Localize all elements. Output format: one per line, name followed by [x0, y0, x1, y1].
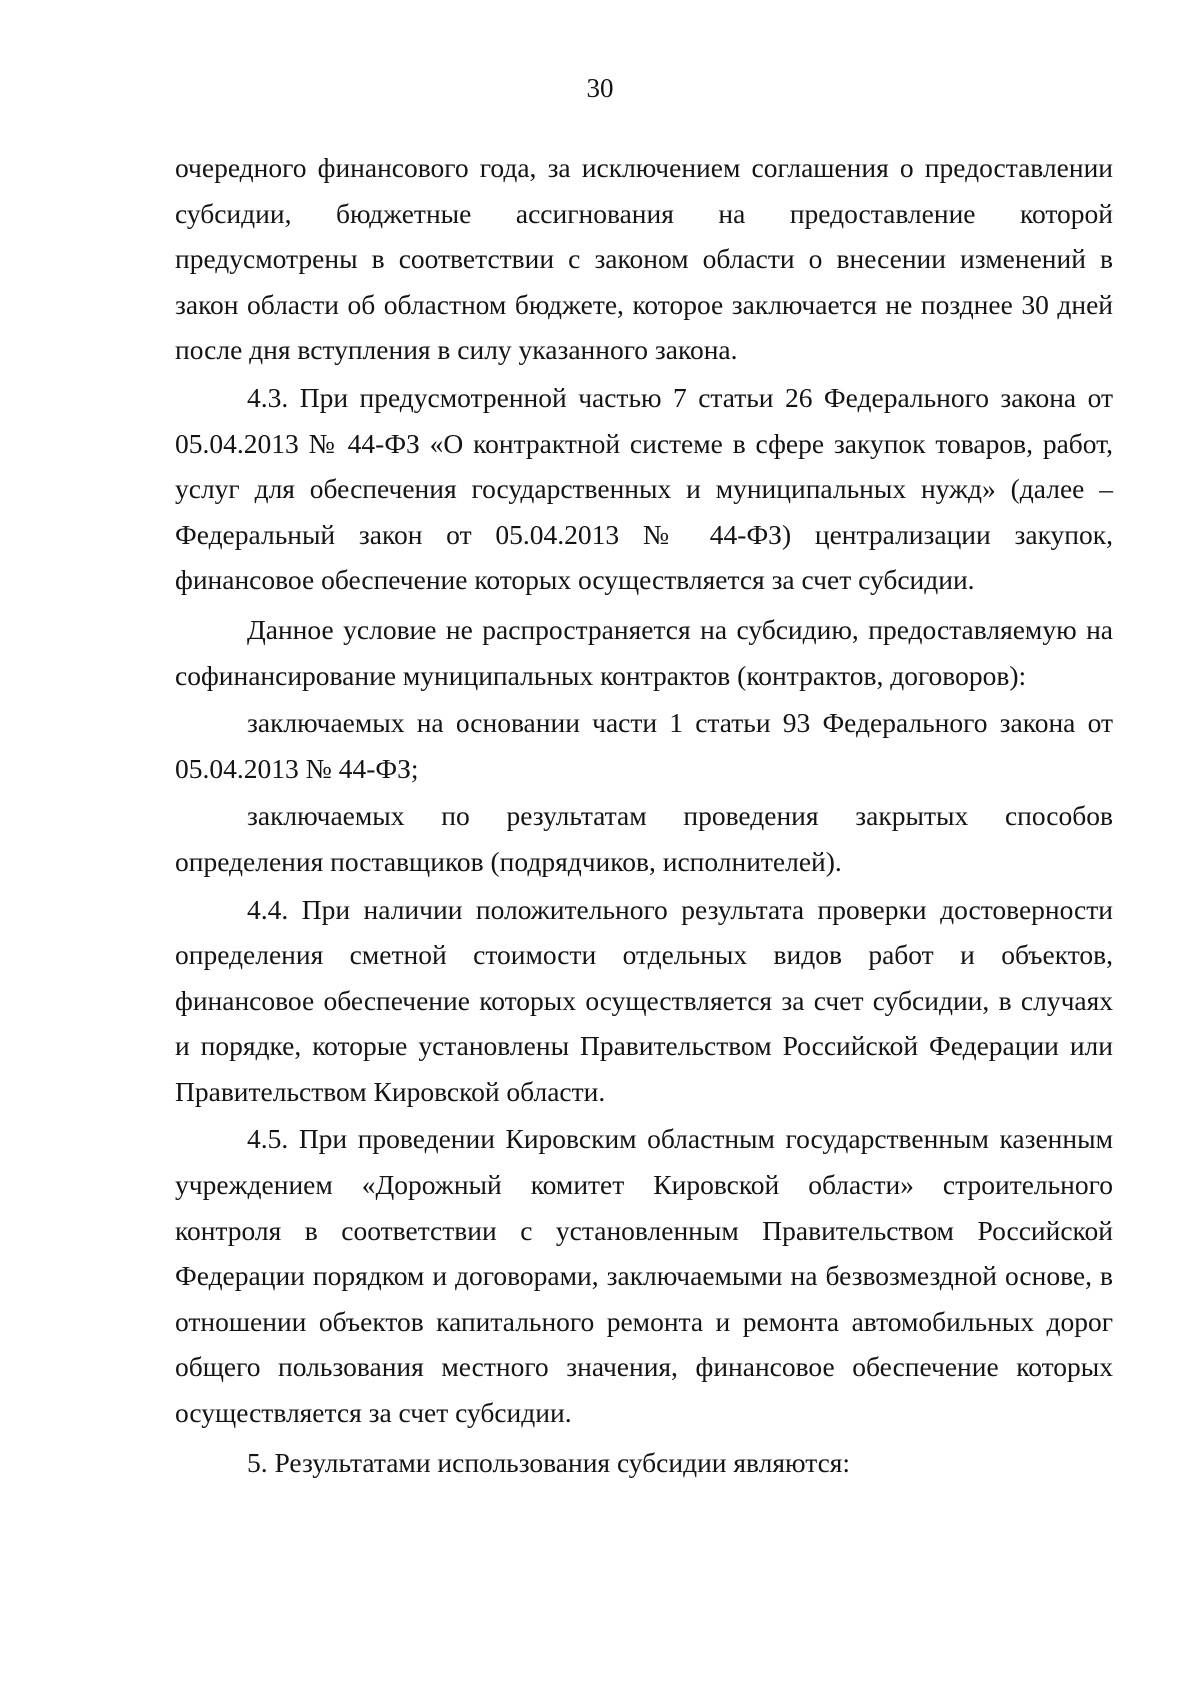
paragraph-5: 5. Результатами использования субсидии являются: [247, 1446, 851, 1478]
paragraph-exception-article-93: заключаемых на основании части 1 статьи 93 Федерального закона от 05.04.2013 № 44-ФЗ; [175, 707, 1113, 784]
paragraph-4-5: 4.5. При проведении Кировским областным государственным казенным учреждением «Дорожный комитет Кировской области» строительного контроля в соответствии с установленным Правительством Российской Федерации порядком и договорами, заключаемыми на безвозмездной основе, в отношении объектов капитального ремонта и ремонта автомобильных дорог общего пользования местного значения, финансовое обеспечение которых осуществляется за счет субсидии. [175, 1123, 1113, 1429]
paragraph-condition-exception: Данное условие не распространяется на субсидию, предоставляемую на софинансирование муниципальных контрактов (контрактов, договоров): [175, 613, 1113, 691]
page-number: 30 [586, 73, 614, 103]
document-body [175, 145, 1113, 1487]
paragraph-continuation: очередного финансового года, за исключением соглашения о предоставлении субсидии, бюджетные ассигнования на предоставление которой предусмотрены в соответствии с законом области о внесении изменений в закон области об областном бюджете, которое заключается не позднее 30 дней после дня вступления в силу указанного закона. [175, 152, 1113, 366]
paragraph-4-4: 4.4. При наличии положительного результата проверки достоверности определения сметной стоимости отдельных видов работ и объектов, финансовое обеспечение которых осуществляется за счет субсидии, в случаях и порядке, которые установлены Правительством Российской Федерации или Правительством Кировской области. [175, 893, 1113, 1107]
paragraph-4-3: 4.3. При предусмотренной частью 7 статьи 26 Федерального закона от 05.04.2013 № 44-ФЗ «О контрактной системе в сфере закупок товаров, работ, услуг для обеспечения государственных и муниципальных нужд» (далее – Федеральный закон от 05.04.2013 № 44-ФЗ) централизации закупок, финансовое обеспечение которых осуществляется за счет субсидии. [175, 381, 1113, 596]
paragraph-exception-closed-methods: заключаемых по результатам проведения закрытых способов определения поставщиков (подрядчиков, исполнителей). [175, 800, 1113, 877]
